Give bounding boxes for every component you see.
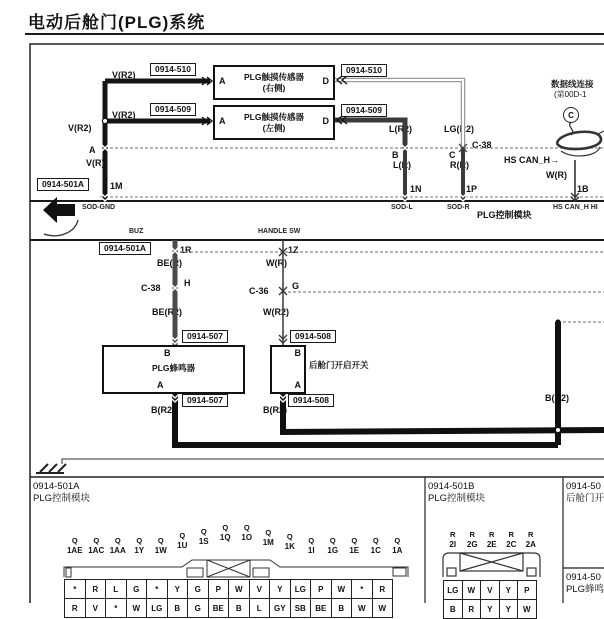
buzzer-pin-a: A (157, 380, 164, 390)
wire-label-be-r: BE(R) (157, 258, 182, 268)
inline-connector-c38-top: C-38 (472, 140, 492, 150)
panel-a-header (33, 481, 90, 506)
wire-v-r2 (105, 81, 210, 201)
connector-label-0914-507-b: 0914-507 (182, 394, 228, 407)
panel-a-cell: * (146, 579, 168, 599)
pin-c-junction: C (449, 150, 456, 160)
connector-label-0914-510-b: 0914-510 (341, 64, 387, 77)
sensor-right-side: (右侧) (262, 82, 286, 93)
panel-a-cell: G (187, 579, 209, 599)
wire-l-r2 (333, 120, 405, 201)
connector-label-0914-507-a: 0914-507 (182, 330, 228, 343)
panel-a-cell: Y (167, 579, 189, 599)
wire-label-r-r: R(R) (450, 160, 469, 170)
panel-a-cell: R (372, 579, 394, 599)
module-signal-sod-r: SOD-R (447, 204, 470, 211)
bus-junction-dot-top (555, 319, 560, 324)
connector-label-0914-509-a: 0914-509 (150, 103, 196, 116)
wire-label-l-r: L(R) (393, 160, 411, 170)
wire-label-lg-r2: LG(R2) (444, 124, 474, 134)
connector-label-0914-508-b: 0914-508 (288, 394, 334, 407)
wire-label-v-r2-mid: V(R2) (112, 110, 136, 120)
panel-a-cell: LG (290, 579, 312, 599)
sensor-left-box (213, 105, 335, 140)
panel-a-cell: W (331, 579, 353, 599)
buzzer-box (102, 345, 245, 394)
panel-a-pin-headers (64, 523, 408, 555)
panel-b-pin-headers (443, 531, 541, 549)
panel-a-pin-header: Q 1I (307, 536, 315, 555)
liftgate-switch-name: 后舱门开启开关 (309, 360, 369, 370)
panel-a-cell: L (105, 579, 127, 599)
panel-a-cell: * (64, 579, 86, 599)
panel-a-pin-header: Q 1C (370, 536, 381, 555)
panel-a-pin-header: Q 1AE (66, 536, 83, 555)
module-signal-sod-l: SOD-L (391, 204, 413, 211)
panel-a-cell: P (208, 579, 230, 599)
buzzer-name: PLG蜂鸣器 (152, 363, 195, 373)
panel-b-row2 (443, 599, 537, 619)
sensor-left-pin-d: D (322, 116, 329, 126)
sensor-left-side: (左侧) (262, 122, 286, 133)
wire-label-b-r2-right: B(R2) (545, 393, 569, 403)
panel-c-name: 后舱门开 (566, 493, 604, 505)
panel-a-cell: L (249, 598, 271, 618)
sensor-right-pin-a: A (219, 76, 226, 86)
wire-label-v-r: V(R) (86, 158, 105, 168)
panel-b-pin-header: R 2A (525, 530, 536, 549)
panel-a-cell: R (64, 598, 86, 618)
panel-a-cell: R (85, 579, 107, 599)
wire-lg-r2 (333, 80, 463, 201)
panel-b-cell: Y (499, 599, 519, 619)
panel-a-pin-header: Q 1W (154, 536, 167, 555)
module-boundaries (30, 197, 604, 240)
panel-b-cell: Y (499, 580, 519, 600)
panel-b-cell: Y (480, 599, 500, 619)
panel-a-pin-header: Q 1AA (109, 536, 126, 555)
wire-label-b-r2-left: B(R2) (151, 405, 175, 415)
wire-label-b-r2-mid: B(R2) (263, 405, 287, 415)
panel-a-pin-header: Q 1A (392, 536, 403, 555)
connector-label-0914-508-a: 0914-508 (290, 330, 336, 343)
panel-b-id: 0914-501B (428, 481, 475, 492)
switch-pin-b: B (294, 348, 301, 358)
connector-b-outline (443, 553, 540, 577)
panel-b-cell: P (517, 580, 537, 600)
module-signal-hs-can-hi: HS CAN_H HI (553, 204, 598, 211)
branch-junction-dot (102, 118, 107, 123)
panel-a-cell: SB (290, 598, 312, 618)
panel-a-cell: B (167, 598, 189, 618)
panel-b-cell: R (462, 599, 482, 619)
panel-c-header (566, 481, 604, 506)
bus-junction-dot (555, 427, 560, 432)
panel-a-cell: G (187, 598, 209, 618)
ground-line (62, 459, 604, 464)
module-signal-handle-sw: HANDLE SW (258, 228, 301, 235)
panel-a-pin-header: Q 1K (284, 532, 295, 551)
panel-a-cell: LG (146, 598, 168, 618)
can-note-line1: 数据线连接 (551, 79, 594, 89)
pin-h-junction: H (184, 278, 191, 288)
can-hs-can-h-label: HS CAN_H→ (504, 155, 560, 165)
inline-connector-dashes (105, 148, 604, 322)
panel-a-pin-header: Q 1S (198, 527, 209, 546)
panel-a-pin-header: Q 1U (177, 531, 188, 550)
panel-c-id: 0914-50 (566, 481, 601, 492)
switch-pin-a: A (294, 380, 301, 390)
panel-d-id: 0914-50 (566, 572, 601, 583)
connector-label-0914-501a-2: 0914-501A (99, 242, 151, 255)
panel-a-name: PLG控制模块 (33, 493, 91, 505)
panel-a-cell: W (228, 579, 250, 599)
wire-label-l-r2: L(R2) (389, 124, 412, 134)
wire-label-v-r2-left: V(R2) (68, 123, 92, 133)
panel-a-pin-header: Q 1G (327, 536, 339, 555)
panel-b-pin-header: R 2E (486, 530, 497, 549)
wire-label-w-r-can: W(R) (546, 170, 567, 180)
buzzer-pin-b: B (164, 348, 171, 358)
panel-b-cell: B (443, 599, 463, 619)
module-signal-buz: BUZ (129, 228, 144, 235)
connector-label-0914-509-b: 0914-509 (341, 104, 387, 117)
panel-b-name: PLG控制模块 (428, 493, 486, 505)
panel-b-cell: W (517, 599, 537, 619)
inline-connector-c36: C-36 (249, 286, 269, 296)
panel-a-cell: W (372, 598, 394, 618)
panel-a-pin-header: Q 1AC (88, 536, 105, 555)
panel-b-header (428, 481, 485, 506)
sensor-right-name: PLG触摸传感器 (244, 72, 304, 82)
panel-b-row1 (443, 580, 537, 600)
sensor-right-pin-d: D (322, 76, 329, 86)
panel-b-cell: V (480, 580, 500, 600)
panel-a-cell: B (331, 598, 353, 618)
panel-a-cell: G (126, 579, 148, 599)
pin-a-top: A (89, 145, 96, 155)
wire-label-be-r2: BE(R2) (152, 307, 183, 317)
panel-a-cell: Y (269, 579, 291, 599)
panel-a-row1 (64, 579, 393, 599)
pin-1n: 1N (410, 184, 422, 194)
pin-b-junction: B (392, 150, 399, 160)
connector-label-0914-510-a: 0914-510 (150, 63, 196, 76)
panel-b-cell: LG (443, 580, 463, 600)
pin-1b: 1B (577, 184, 589, 194)
panel-b-cell: W (462, 580, 482, 600)
inline-connector-c38-mid: C-38 (141, 283, 161, 293)
panel-a-cell: BE (208, 598, 230, 618)
panel-a-row2 (64, 598, 393, 618)
pin-g-junction: G (292, 281, 300, 291)
wire-label-w-r2: W(R2) (263, 307, 289, 317)
connector-a-outline (64, 560, 408, 577)
panel-b-pin-header: R 2C (506, 530, 517, 549)
pin-1p: 1P (466, 184, 478, 194)
panel-a-cell: V (85, 598, 107, 618)
pin-1z: 1Z (288, 245, 299, 255)
sensor-left-name: PLG触摸传感器 (244, 112, 304, 122)
panel-a-pin-header: Q 1Y (134, 536, 145, 555)
pin-1r: 1R (180, 245, 192, 255)
panel-b-pin-header: R 2G (466, 530, 478, 549)
panel-a-cell: * (351, 579, 373, 599)
connector-label-0914-501a-1: 0914-501A (37, 178, 89, 191)
panel-a-cell: B (228, 598, 250, 618)
panel-d-header (566, 572, 604, 597)
sensor-left-pin-a: A (219, 116, 226, 126)
module-signal-sod-gnd: SOD-GND (82, 204, 116, 211)
module-name: PLG控制模块 (477, 210, 532, 220)
panel-b-pin-header: R 2I (449, 530, 457, 549)
wire-hs-can (557, 122, 604, 201)
panel-a-pin-header: Q 1O (241, 523, 253, 542)
liftgate-switch-box (270, 345, 306, 394)
panel-a-cell: W (351, 598, 373, 618)
panel-a-pin-header: Q 1E (349, 536, 360, 555)
panel-a-cell: * (105, 598, 127, 618)
panel-a-pin-header: Q 1Q (219, 523, 231, 542)
panel-a-cell: BE (310, 598, 332, 618)
sensor-right-box (213, 65, 335, 100)
panel-d-name: PLG蜂鸣 (566, 584, 604, 596)
can-node-badge: C (563, 107, 579, 123)
offpage-arrow-icon (43, 197, 78, 236)
wire-label-w-r: W(R) (266, 258, 287, 268)
page-title: 电动后舱门(PLG)系统 (28, 13, 206, 32)
panel-a-cell: V (249, 579, 271, 599)
panel-a-pin-header: Q 1M (262, 528, 274, 547)
panel-a-cell: P (310, 579, 332, 599)
pin-1m: 1M (110, 181, 123, 191)
can-note-line2: (第00D-1 (554, 90, 587, 99)
panel-a-cell: W (126, 598, 148, 618)
panel-a-cell: GY (269, 598, 291, 618)
wire-label-v-r2-top: V(R2) (112, 70, 136, 80)
panel-a-id: 0914-501A (33, 481, 80, 492)
ground-icon (36, 464, 66, 473)
